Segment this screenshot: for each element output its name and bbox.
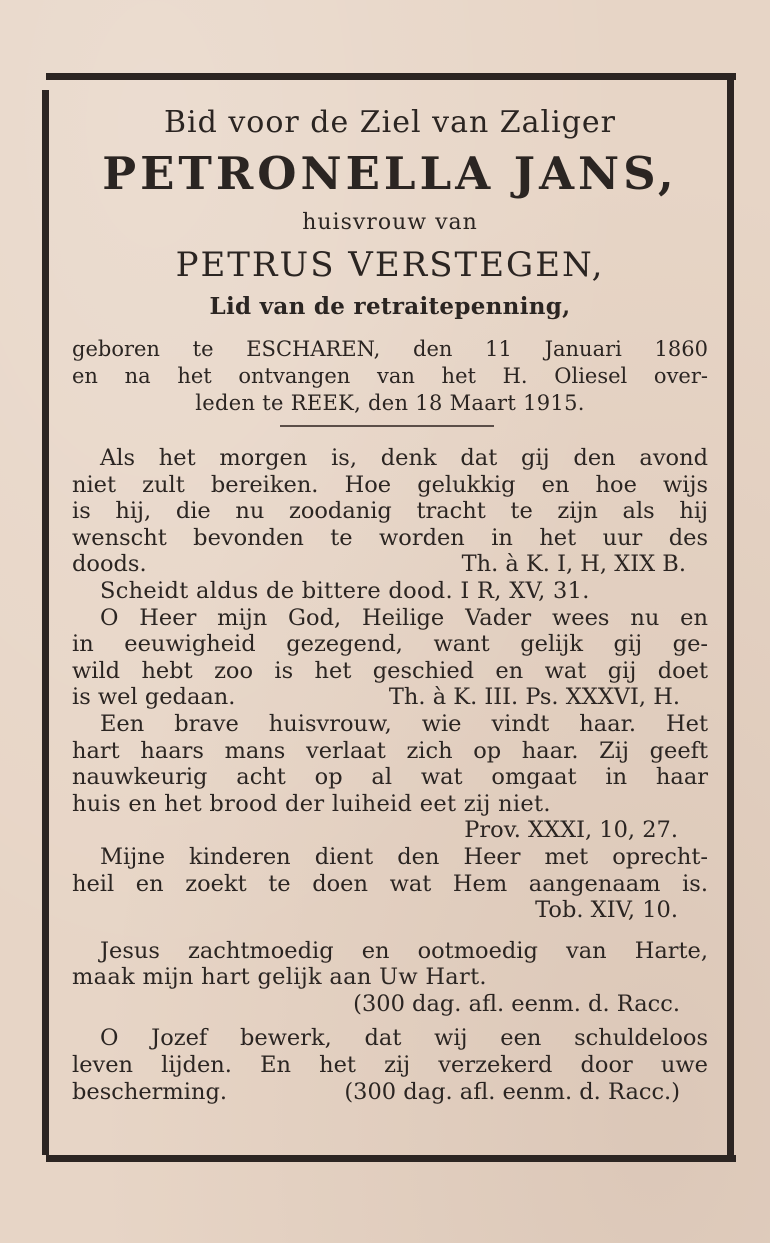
verse-line: is hij, die nu zoodanig tracht te zijn als hij (72, 498, 708, 525)
border-bottom (46, 1155, 736, 1162)
relation-line: huisvrouw van (302, 210, 478, 235)
verse-line: Een brave huisvrouw, wie vindt haar. Het (100, 710, 708, 737)
verse-line-with-ref (72, 551, 708, 578)
husband-name: PETRUS VERSTEGEN, (175, 245, 605, 285)
bio-line: leden te REEK, den 18 Maart 1915. (195, 391, 585, 415)
verse-line: in eeuwigheid gezegend, want gelijk gij ge- (72, 631, 708, 658)
border-left (42, 90, 49, 1155)
border-top (46, 73, 736, 80)
membership-line: Lid van de retraitepenning, (209, 293, 571, 320)
verse-line: is wel gedaan. (72, 684, 236, 711)
prayer-line: maak mijn hart gelijk aan Uw Hart. (72, 964, 487, 991)
verse-line: doods. (72, 551, 147, 578)
verse-reference: Th. à K. I, H, XIX B. (461, 551, 686, 578)
verse-line: Als het morgen is, denk dat gij den avond (100, 445, 708, 471)
verse-line: wenscht bevonden te worden in het uur des (72, 524, 708, 551)
verse-line: niet zult bereiken. Hoe gelukkig en hoe wijs (72, 471, 708, 498)
verse-line: huis en het brood der luiheid eet zij niet. (72, 790, 551, 817)
bio-line: geboren te ESCHAREN, den 11 Januari 1860 (72, 337, 708, 361)
prayer-line-with-ref (72, 1079, 708, 1106)
verses (72, 445, 708, 924)
intro-line: Bid voor de Ziel van Zaliger (163, 105, 617, 140)
deceased-name: PETRONELLA JANS, (102, 147, 678, 200)
prayers (72, 938, 708, 1106)
prayer-line: bescherming. (72, 1078, 228, 1105)
verse-line: nauwkeurig acht op al wat omgaat in haar (72, 764, 708, 791)
verse-line: Scheidt aldus de bittere dood. I R, XV, 31. (100, 577, 590, 604)
bio-line: en na het ontvangen van het H. Oliesel over- (72, 364, 708, 388)
prayer-line: Jesus zachtmoedig en ootmoedig van Harte, (100, 937, 708, 964)
verse-line: wild hebt zoo is het geschied en wat gij doet (72, 657, 708, 684)
verse-line: hart haars mans verlaat zich op haar. Zij geeft (72, 737, 708, 764)
prayer-reference: (300 dag. afl. eenm. d. Racc. (353, 990, 680, 1017)
card-content (72, 100, 708, 1105)
verse-reference: Prov. XXXI, 10, 27. (464, 817, 678, 844)
prayer-line: O Jozef bewerk, dat wij een schuldeloos (100, 1025, 708, 1052)
verse-reference: Th. à K. III. Ps. XXXVI, H. (388, 684, 680, 711)
spacer (72, 924, 708, 938)
verse-reference: Tob. XIV, 10. (535, 897, 678, 924)
verse-line: O Heer mijn God, Heilige Vader wees nu en (100, 604, 708, 631)
verse-line: heil en zoekt te doen wat Hem aangenaam is. (72, 870, 708, 897)
prayer-line: leven lijden. En het zij verzekerd door uwe (72, 1052, 708, 1079)
verse-line: Mijne kinderen dient den Heer met oprecht- (100, 843, 708, 870)
border-right (727, 73, 734, 1155)
biography (72, 336, 708, 417)
divider-line (280, 425, 494, 427)
verse-line-with-ref (72, 684, 708, 711)
prayer-reference: (300 dag. afl. eenm. d. Racc.) (344, 1078, 680, 1105)
